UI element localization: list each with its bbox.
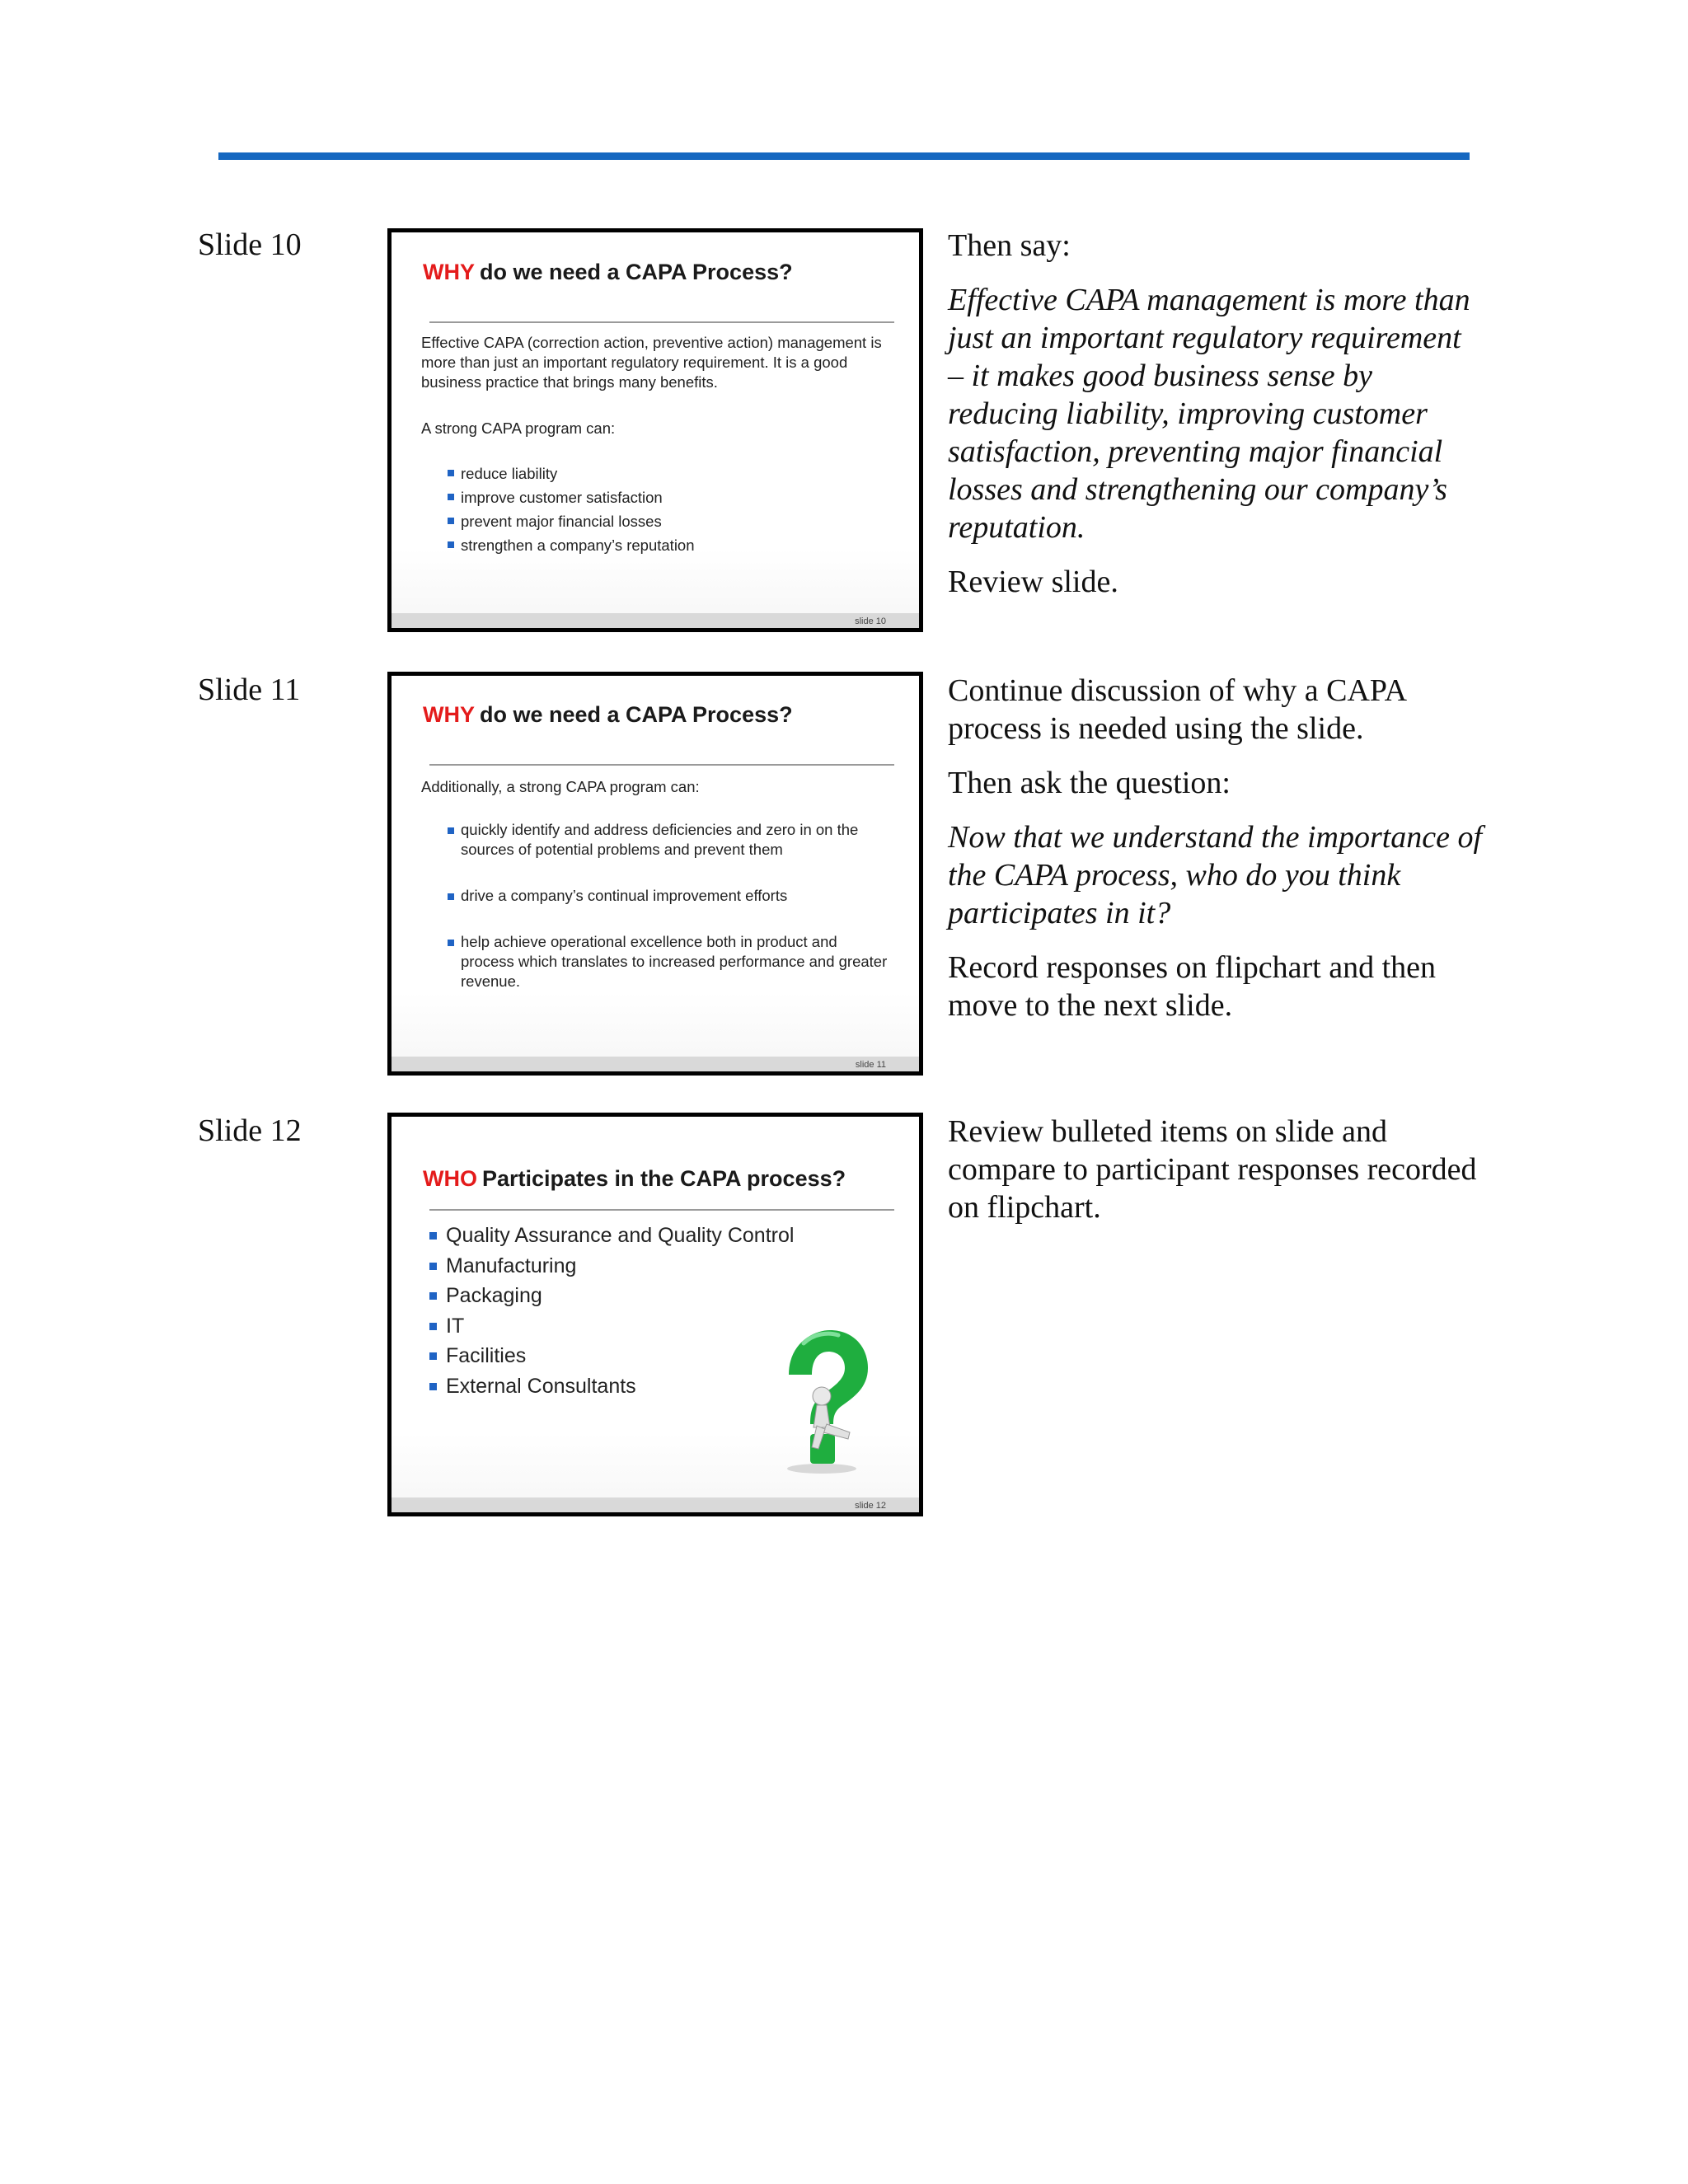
slide-thumbnail-11 — [387, 672, 923, 1076]
slide-thumbnail-12 — [387, 1113, 923, 1516]
slide-footer-bar — [392, 1497, 919, 1512]
slide-paragraph: Effective CAPA (correction action, preventive action) management is more than just an important regulatory requirement. It is a good business practice that brings many benefits. — [421, 334, 882, 391]
list-item: Manufacturing — [429, 1251, 794, 1282]
slide-title-text: do we need a CAPA Process? — [480, 702, 793, 727]
note-line: Then say: — [948, 228, 1071, 263]
slide-paragraph: A strong CAPA program can: — [421, 419, 616, 437]
slide-title — [423, 260, 793, 285]
list-item: strengthen a company’s reputation — [448, 533, 695, 557]
list-item: Quality Assurance and Quality Control — [429, 1221, 794, 1251]
slide-number: slide 11 — [855, 1060, 886, 1070]
header-rule — [218, 152, 1470, 160]
note-line: Review bulleted items on slide and compare to participant responses recorded on flipchart. — [948, 1114, 1477, 1225]
slide-title-rule — [429, 764, 894, 766]
note-line: Now that we understand the importance of the CAPA process, who do you think participates in it? — [948, 820, 1483, 930]
speaker-notes-slide-10 — [948, 227, 1484, 617]
slide-bullet-list — [448, 462, 695, 557]
slide-paragraph: Additionally, a strong CAPA program can: — [421, 778, 700, 795]
slide-footer-bar — [392, 613, 919, 628]
question-mark-figure-icon — [771, 1327, 878, 1475]
list-item: quickly identify and address deficiencies and zero in on the sources of potential problems and prevent them — [448, 820, 893, 860]
note-line: Effective CAPA management is more than just an important regulatory requirement – it makes good business sense by reducing liability, improving customer satisfaction, preventing major financial losses and strengthening our company’s reputation. — [948, 283, 1470, 545]
slide-title — [423, 1166, 846, 1192]
row-label-slide-10: Slide 10 — [198, 227, 302, 262]
list-item: External Consultants — [429, 1371, 794, 1402]
slide-number: slide 12 — [855, 1501, 886, 1511]
speaker-notes-slide-11 — [948, 672, 1484, 1041]
slide-title-text: Participates in the CAPA process? — [481, 1166, 846, 1191]
slide-title-keyword: WHY — [423, 260, 475, 284]
slide-title-text: do we need a CAPA Process? — [480, 260, 793, 284]
list-item: Facilities — [429, 1341, 794, 1371]
slide-title-rule — [429, 1209, 894, 1211]
list-item: drive a company’s continual improvement efforts — [448, 886, 893, 906]
slide-title-keyword: WHY — [423, 702, 475, 727]
row-label-slide-12: Slide 12 — [198, 1113, 302, 1148]
slide-footer-bar — [392, 1057, 919, 1071]
slide-bullet-list — [448, 820, 893, 1018]
note-line: Continue discussion of why a CAPA process is needed using the slide. — [948, 673, 1405, 746]
speaker-notes-slide-12 — [948, 1113, 1484, 1243]
slide-title-rule — [429, 321, 894, 323]
list-item: reduce liability — [448, 462, 695, 485]
note-line: Then ask the question: — [948, 766, 1231, 800]
slide-number: slide 10 — [855, 616, 886, 626]
note-line: Record responses on flipchart and then move to the next slide. — [948, 950, 1436, 1023]
note-line: Review slide. — [948, 565, 1118, 599]
list-item: improve customer satisfaction — [448, 485, 695, 509]
list-item: help achieve operational excellence both in product and process which translates to increased performance and greater revenue. — [448, 932, 893, 991]
row-label-slide-11: Slide 11 — [198, 673, 301, 707]
slide-bullet-list — [429, 1221, 794, 1401]
slide-thumbnail-10 — [387, 228, 923, 632]
slide-title — [423, 702, 793, 728]
list-item: Packaging — [429, 1281, 794, 1311]
list-item: IT — [429, 1311, 794, 1342]
list-item: prevent major financial losses — [448, 509, 695, 533]
slide-title-keyword: WHO — [423, 1166, 477, 1191]
